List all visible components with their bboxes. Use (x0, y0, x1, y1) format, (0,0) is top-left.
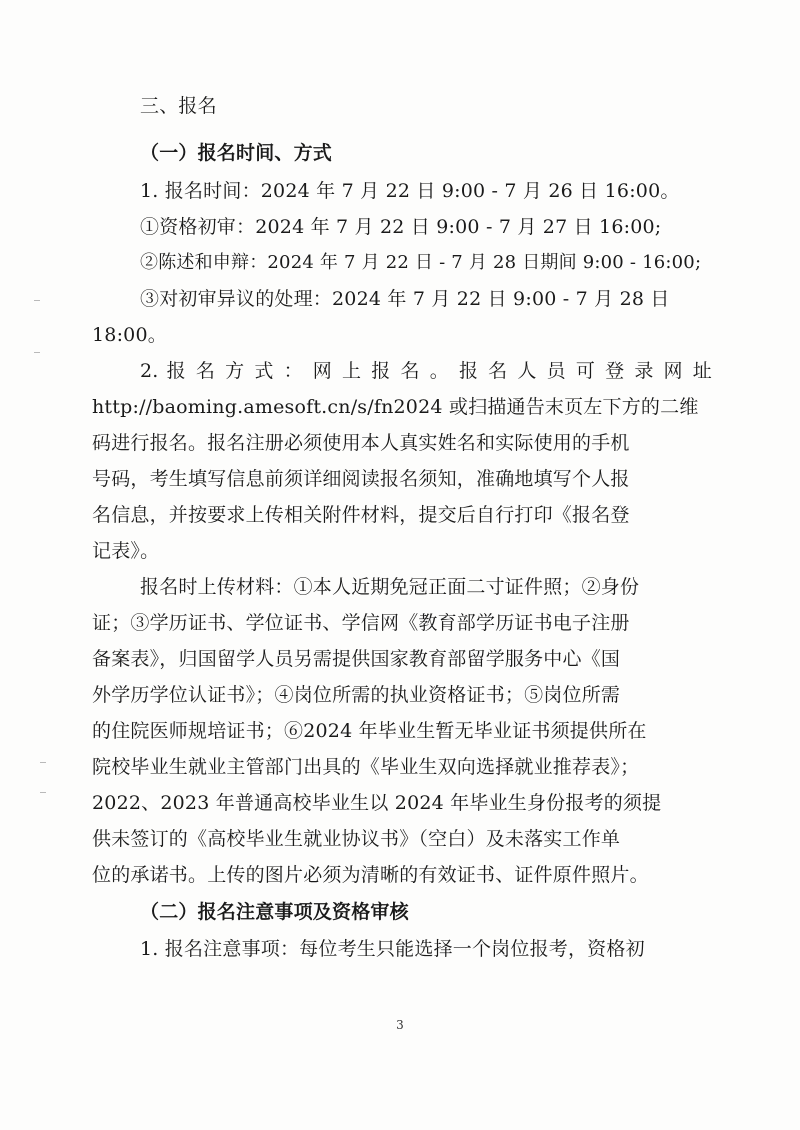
paragraph-line: 外学历学位认证书》；④岗位所需的执业资格证书；⑤岗位所需 (92, 684, 621, 706)
paragraph-line: 码进行报名。报名注册必须使用本人真实姓名和实际使用的手机 (92, 432, 630, 454)
paragraph-line: 报名时上传材料：①本人近期免冠正面二寸证件照；②身份 (140, 576, 640, 598)
paragraph-line: 名信息，并按要求上传相关附件材料，提交后自行打印《报名登 (92, 504, 630, 526)
paragraph-line: 位的承诺书。上传的图片必须为清晰的有效证书、证件原件照片。 (92, 864, 649, 886)
paragraph-line: 记表》。 (92, 540, 160, 562)
paragraph-line: http://baoming.amesoft.cn/s/fn2024 或扫描通告末页左下方的二维 (92, 396, 699, 418)
paragraph-line: 院校毕业生就业主管部门出具的《毕业生双向选择就业推荐表》； (92, 756, 640, 778)
paragraph-line: 号码，考生填写信息前须详细阅读报名须知，准确地填写个人报 (92, 468, 630, 490)
paragraph-line: 证；③学历证书、学位证书、学信网《教育部学历证书电子注册 (92, 612, 630, 634)
paragraph-line: 1. 报名注意事项：每位考生只能选择一个岗位报考，资格初 (140, 938, 645, 960)
paragraph-line: 2. 报 名 方 式 ： 网 上 报 名 。 报 名 人 员 可 登 录 网 址 (140, 360, 712, 382)
paragraph-line: 2022、2023 年普通高校毕业生以 2024 年毕业生身份报考的须提 (92, 792, 662, 814)
subsection-heading: （二）报名注意事项及资格审核 (140, 901, 409, 923)
paragraph-line: 备案表》，归国留学人员另需提供国家教育部留学服务中心《国 (92, 648, 621, 670)
page-number: 3 (396, 1018, 404, 1032)
subsection-heading: （一）报名时间、方式 (140, 142, 333, 164)
scan-speck (34, 352, 40, 353)
paragraph-line: 1. 报名时间：2024 年 7 月 22 日 9:00 - 7 月 26 日 16:00。 (140, 180, 680, 202)
scan-speck (40, 762, 46, 763)
paragraph-line: ①资格初审：2024 年 7 月 22 日 9:00 - 7 月 27 日 16:00; (140, 216, 662, 238)
paragraph-line: ③对初审异议的处理：2024 年 7 月 22 日 9:00 - 7 月 28 日 (140, 288, 670, 310)
paragraph-line: 的住院医师规培证书；⑥2024 年毕业生暂无毕业证书须提供所在 (92, 720, 647, 742)
paragraph-line: ②陈述和申辩：2024 年 7 月 22 日 - 7 月 28 日期间 9:00 - 16:00; (140, 252, 702, 273)
scan-speck (40, 792, 46, 793)
section-heading: 三、报名 (140, 95, 217, 117)
scan-speck (34, 300, 40, 301)
paragraph-line: 18:00。 (92, 324, 167, 346)
paragraph-line: 供未签订的《高校毕业生就业协议书》（空白）及未落实工作单 (92, 828, 621, 850)
